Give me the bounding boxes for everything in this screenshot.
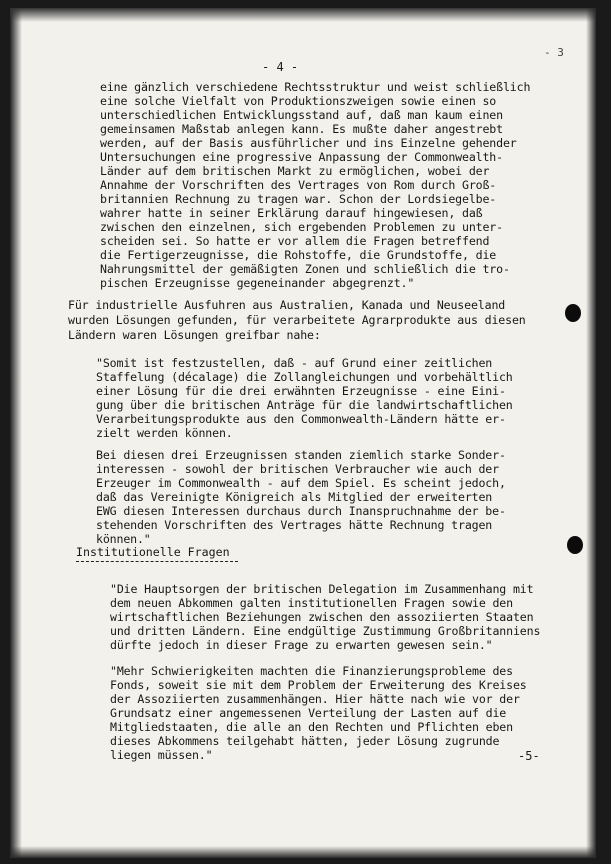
- text-line: Annahme der Vorschriften des Vertrages von Rom durch Groß-: [100, 178, 497, 192]
- text-line: Fonds, soweit sie mit dem Problem der Erweiterung des Kreises: [110, 678, 527, 692]
- text-line: Erzeuger im Commonwealth - auf dem Spiel. Es scheint jedoch,: [96, 476, 506, 490]
- punch-hole-top: [565, 304, 581, 322]
- text-line: britannien Rechnung zu tragen war. Schon der Lordsiegelbe-: [100, 192, 497, 206]
- text-line: scheiden sei. So hatte er vor allem die Fragen betreffend: [100, 234, 490, 248]
- text-line: zwischen den einzelnen, sich ergebenden Problemen zu unter-: [100, 220, 503, 234]
- text-line: EWG diesen Interessen durchaus durch Inanspruchnahme der be-: [96, 504, 506, 518]
- text-line: "Somit ist festzustellen, daß - auf Grund einer zeitlichen: [96, 356, 493, 370]
- scanned-page: [10, 8, 596, 858]
- text-line: eine solche Vielfalt von Produktionszweigen sowie einen so: [100, 94, 497, 108]
- text-line: Untersuchungen eine progressive Anpassung der Commonwealth-: [100, 150, 503, 164]
- text-line: Länder auf dem britischen Markt zu ermöglichen, wobei der: [100, 164, 490, 178]
- text-line: der Assoziierten zusammenhängen. Hier hätte nach wie vor der: [110, 692, 520, 706]
- text-line: können.": [96, 532, 151, 546]
- scan-edge-bottom: [10, 846, 596, 858]
- text-line: dem neuen Abkommen galten institutionellen Fragen sowie den: [110, 596, 513, 610]
- text-line: gung über die britischen Anträge für die landwirtschaftlichen: [96, 398, 513, 412]
- text-line: wahrer hatte in seiner Erklärung darauf hingewiesen, daß: [100, 206, 483, 220]
- text-line: Ländern waren Lösungen greifbar nahe:: [68, 328, 321, 342]
- text-line: Bei diesen drei Erzeugnissen standen ziemlich starke Sonder-: [96, 448, 506, 462]
- scan-edge-left: [10, 8, 22, 858]
- text-line: "Mehr Schwierigkeiten machten die Finanzierungsprobleme des: [110, 664, 513, 678]
- text-line: unterschiedlichen Entwicklungsstand auf, daß man kaum einen: [100, 108, 503, 122]
- text-line: wurden Lösungen gefunden, für verarbeitete Agrarprodukte aus diesen: [68, 313, 526, 327]
- corner-mark: - 3: [544, 46, 564, 59]
- text-line: Staffelung (décalage) die Zollangleichungen und vorbehältlich: [96, 370, 513, 384]
- text-line: zielt werden können.: [96, 426, 233, 440]
- text-line: interessen - sowohl der britischen Verbraucher wie auch der: [96, 462, 499, 476]
- text-line: liegen müssen.": [110, 748, 213, 762]
- text-line: die Fertigerzeugnisse, die Rohstoffe, die Grundstoffe, die: [100, 248, 497, 262]
- text-line: Mitgliedstaaten, die alle an den Rechten und Pflichten eben: [110, 720, 513, 734]
- text-line: "Die Hauptsorgen der britischen Delegation im Zusammenhang mit: [110, 582, 534, 596]
- text-line: einer Lösung für die drei erwähnten Erzeugnisse - eine Eini-: [96, 384, 506, 398]
- text-line: Grundsatz einer angemessenen Verteilung der Lasten auf die: [110, 706, 507, 720]
- scan-edge-top: [10, 8, 596, 22]
- text-line: gemeinsamen Maßstab anlegen kann. Es mußte daher angestrebt: [100, 122, 503, 136]
- text-line: und dritten Ländern. Eine endgültige Zustimmung Großbritanniens: [110, 624, 541, 638]
- section-heading: Institutionelle Fragen: [76, 545, 230, 559]
- text-line: dieses Abkommens teilgehabt hätten, jeder Lösung zugrunde: [110, 734, 500, 748]
- text-line: wirtschaftlichen Beziehungen zwischen den assoziierten Staaten: [110, 610, 534, 624]
- text-line: daß das Vereinigte Königreich als Mitglied der erweiterten: [96, 490, 493, 504]
- next-page-marker: -5-: [518, 749, 540, 763]
- text-line: stehenden Vorschriften des Vertrages hätte Rechnung tragen: [96, 518, 493, 532]
- text-line: werden, auf der Basis ausführlicher und ins Einzelne gehender: [100, 136, 517, 150]
- text-line: Verarbeitungsprodukte aus den Commonwealth-Ländern hätte er-: [96, 412, 506, 426]
- page-number: - 4 -: [262, 60, 299, 74]
- text-line: dürfte jedoch in dieser Frage zu erwarten gewesen sein.": [110, 638, 493, 652]
- text-line: Nahrungsmittel der gemäßigten Zonen und schließlich die tro-: [100, 262, 510, 276]
- text-line: pischen Erzeugnisse gegeneinander abgegrenzt.": [100, 276, 415, 290]
- scan-edge-right: [586, 8, 596, 858]
- text-line: Für industrielle Ausfuhren aus Australien, Kanada und Neuseeland: [68, 298, 506, 312]
- heading-underline: [76, 561, 238, 562]
- punch-hole-bottom: [567, 536, 583, 554]
- text-line: eine gänzlich verschiedene Rechtsstruktur und weist schließlich: [100, 80, 531, 94]
